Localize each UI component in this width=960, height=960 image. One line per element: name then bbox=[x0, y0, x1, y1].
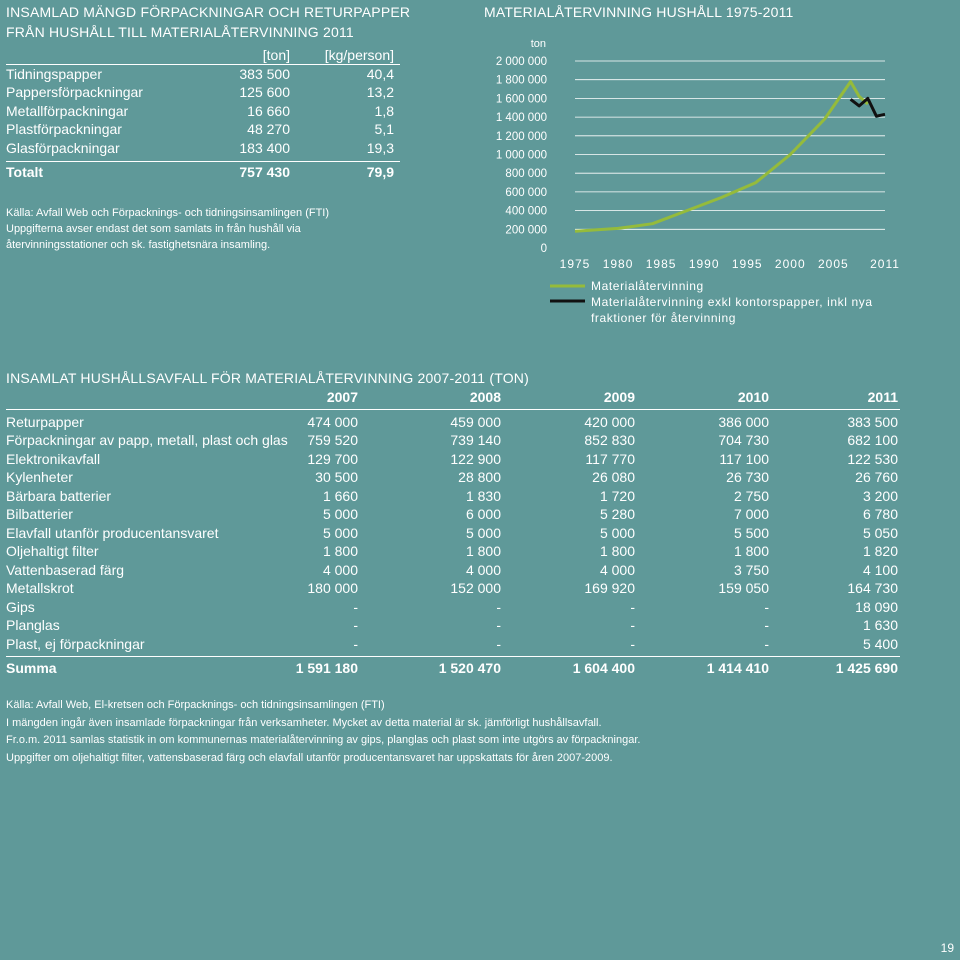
page-number: 19 bbox=[940, 941, 954, 955]
waste-cell: 5 050 bbox=[862, 524, 898, 541]
y-tick-label: 2 000 000 bbox=[495, 56, 547, 68]
waste-cell: 6 780 bbox=[862, 506, 898, 522]
waste-cell: 1 630 bbox=[862, 617, 898, 633]
waste-cell: 28 800 bbox=[458, 469, 501, 485]
summary-header-row bbox=[6, 46, 400, 65]
waste-cell: 18 090 bbox=[855, 598, 898, 615]
summary-title-line1: INSAMLAD MÄNGD FÖRPACKNINGAR OCH RETURPAPPER bbox=[6, 4, 411, 20]
summary-row bbox=[6, 65, 400, 84]
waste-cell: 1 800 bbox=[465, 543, 501, 559]
waste-row bbox=[6, 579, 900, 598]
summary-note-line1: Uppgifterna avser endast det som samlats in från hushåll via bbox=[6, 223, 301, 235]
waste-row-label: Metallskrot bbox=[6, 580, 74, 596]
summary-note-line2: återvinningsstationer och sk. fastighetsnära insamling. bbox=[6, 239, 271, 251]
summary-row-ton: 183 400 bbox=[239, 139, 290, 156]
waste-cell: - bbox=[496, 617, 501, 633]
waste-row-label: Vattenbaserad färg bbox=[6, 561, 125, 578]
waste-row-label: Planglas bbox=[6, 617, 60, 633]
waste-cell: 169 920 bbox=[584, 580, 635, 596]
summary-row-label: Metallförpackningar bbox=[6, 102, 129, 119]
waste-cell: 26 730 bbox=[726, 469, 769, 485]
waste-cell: 5 000 bbox=[322, 506, 358, 522]
series-line-exkl-kontorspapper bbox=[851, 98, 885, 116]
waste-cell: 1 820 bbox=[862, 543, 898, 559]
waste-cell: - bbox=[496, 635, 501, 652]
waste-cell: 383 500 bbox=[847, 413, 898, 430]
waste-cell: 5 400 bbox=[862, 635, 898, 652]
waste-cell: 474 000 bbox=[307, 413, 358, 430]
waste-cell: 26 760 bbox=[855, 469, 898, 485]
waste-cell: 5 280 bbox=[599, 506, 635, 522]
summary-row-kg: 1,8 bbox=[374, 102, 394, 119]
x-tick-label: 1980 bbox=[602, 257, 634, 271]
waste-row bbox=[6, 468, 900, 487]
waste-cell: 1 660 bbox=[322, 487, 358, 504]
col-kg-header: [kg/person] bbox=[324, 47, 394, 63]
waste-cell: - bbox=[764, 635, 769, 652]
summary-source: Källa: Avfall Web och Förpacknings- och tidningsinsamlingen (FTI) bbox=[6, 207, 330, 219]
waste-cell: 1 800 bbox=[733, 543, 769, 559]
waste-cell: 4 000 bbox=[322, 561, 358, 578]
year-header: 2007 bbox=[326, 389, 358, 405]
summary-row bbox=[6, 139, 400, 158]
waste-sum-cell: 1 604 400 bbox=[572, 660, 635, 676]
footnote: Uppgifter om oljehaltigt filter, vattensbaserad färg och elavfall utanför producentansvaret har uppskattats för åren 2007-2009. bbox=[6, 751, 613, 764]
waste-cell: - bbox=[353, 617, 358, 633]
summary-row-label: Plastförpackningar bbox=[6, 121, 122, 137]
waste-cell: 4 100 bbox=[862, 561, 898, 578]
waste-row-label: Kylenheter bbox=[6, 469, 73, 485]
waste-row-label: Returpapper bbox=[6, 413, 84, 430]
waste-cell: - bbox=[764, 598, 769, 615]
y-axis-unit-label: ton bbox=[530, 38, 546, 50]
waste-cell: 4 000 bbox=[599, 561, 635, 578]
waste-sum-divider bbox=[6, 656, 900, 657]
summary-row-kg: 19,3 bbox=[366, 139, 394, 156]
x-tick-label: 1975 bbox=[559, 257, 591, 271]
x-tick-label: 2005 bbox=[817, 257, 849, 271]
waste-cell: 459 000 bbox=[450, 413, 501, 430]
summary-total-kg: 79,9 bbox=[366, 164, 394, 180]
year-header: 2009 bbox=[603, 389, 635, 405]
summary-total-divider bbox=[6, 161, 400, 162]
summary-table bbox=[6, 46, 400, 182]
summary-row-label: Pappersförpackningar bbox=[6, 84, 143, 100]
waste-cell: 117 770 bbox=[585, 450, 635, 467]
waste-cell: 386 000 bbox=[718, 413, 769, 430]
summary-row-kg: 13,2 bbox=[366, 84, 394, 100]
x-tick-label: 2011 bbox=[870, 257, 900, 271]
waste-cell: 5 000 bbox=[465, 524, 501, 541]
waste-row bbox=[6, 561, 900, 580]
waste-cell: 117 100 bbox=[719, 450, 769, 467]
x-tick-label: 1995 bbox=[731, 257, 763, 271]
waste-cell: - bbox=[353, 635, 358, 652]
chart-title: MATERIALÅTERVINNING HUSHÅLL 1975-2011 bbox=[484, 4, 794, 20]
waste-cell: 122 530 bbox=[847, 450, 898, 467]
waste-row bbox=[6, 487, 900, 506]
waste-table bbox=[6, 388, 900, 678]
waste-cell: 704 730 bbox=[718, 432, 769, 448]
footnote: I mängden ingår även insamlade förpackningar från verksamheter. Mycket av detta material är sk. jämförligt hushållsavfall. bbox=[6, 716, 602, 729]
summary-row bbox=[6, 83, 400, 102]
waste-cell: - bbox=[630, 598, 635, 615]
waste-sum-row bbox=[6, 659, 900, 678]
waste-cell: 739 140 bbox=[450, 432, 501, 448]
waste-sum-label: Summa bbox=[6, 660, 57, 676]
waste-row bbox=[6, 616, 900, 635]
waste-row-label: Oljehaltigt filter bbox=[6, 543, 99, 559]
waste-cell: 26 080 bbox=[592, 469, 635, 485]
summary-row bbox=[6, 102, 400, 121]
y-tick-label: 1 600 000 bbox=[495, 93, 547, 106]
waste-cell: 1 830 bbox=[465, 487, 501, 504]
waste-sum-cell: 1 591 180 bbox=[295, 660, 358, 676]
summary-row-ton: 48 270 bbox=[247, 121, 290, 137]
summary-total-row bbox=[6, 163, 400, 182]
waste-sum-cell: 1 414 410 bbox=[706, 660, 769, 676]
summary-row-ton: 125 600 bbox=[239, 84, 290, 100]
summary-row-ton: 16 660 bbox=[247, 102, 290, 119]
waste-cell: - bbox=[630, 635, 635, 652]
waste-cell: - bbox=[764, 617, 769, 633]
waste-cell: 852 830 bbox=[584, 432, 635, 448]
waste-header-row bbox=[6, 388, 900, 407]
legend-label-green: Materialåtervinning bbox=[591, 279, 704, 293]
waste-row bbox=[6, 542, 900, 561]
summary-row-label: Glasförpackningar bbox=[6, 139, 120, 156]
waste-cell: 180 000 bbox=[307, 580, 358, 596]
col-ton-header: [ton] bbox=[262, 47, 290, 63]
waste-cell: 164 730 bbox=[847, 580, 898, 596]
y-tick-label: 200 000 bbox=[505, 224, 547, 237]
waste-row-label: Gips bbox=[6, 598, 35, 615]
waste-row-label: Bilbatterier bbox=[6, 506, 73, 522]
waste-cell: 7 000 bbox=[733, 506, 769, 522]
x-tick-label: 2000 bbox=[774, 257, 806, 271]
summary-total-label: Totalt bbox=[6, 164, 44, 180]
waste-row bbox=[6, 505, 900, 524]
x-tick-label: 1985 bbox=[645, 257, 677, 271]
waste-cell: 1 800 bbox=[322, 543, 358, 559]
summary-row-label: Tidningspapper bbox=[6, 65, 102, 82]
waste-row bbox=[6, 524, 900, 543]
waste-cell: 30 500 bbox=[315, 469, 358, 485]
waste-cell: 4 000 bbox=[465, 561, 501, 578]
recycling-line-chart bbox=[480, 30, 910, 330]
waste-header-divider bbox=[6, 409, 900, 410]
summary-row-kg: 5,1 bbox=[374, 121, 394, 137]
waste-cell: 682 100 bbox=[847, 432, 898, 448]
waste-cell: 152 000 bbox=[450, 580, 501, 596]
waste-cell: 420 000 bbox=[584, 413, 635, 430]
x-tick-label: 1990 bbox=[688, 257, 720, 271]
series-line-materialatervinning bbox=[575, 82, 868, 232]
legend-label-black-line1: Materialåtervinning exkl kontorspapper, inkl nya bbox=[591, 295, 873, 309]
year-header: 2010 bbox=[737, 389, 769, 405]
year-header: 2011 bbox=[867, 389, 898, 405]
y-tick-label: 0 bbox=[540, 243, 547, 255]
waste-cell: - bbox=[353, 598, 358, 615]
waste-row-label: Elavfall utanför producentansvaret bbox=[6, 524, 219, 541]
waste-sum-cell: 1 425 690 bbox=[835, 660, 898, 676]
waste-cell: 122 900 bbox=[450, 450, 501, 467]
y-tick-label: 1 800 000 bbox=[495, 74, 547, 87]
waste-cell: 159 050 bbox=[718, 580, 769, 596]
waste-cell: - bbox=[630, 617, 635, 633]
y-tick-label: 800 000 bbox=[505, 168, 547, 181]
year-header: 2008 bbox=[469, 389, 501, 405]
waste-cell: 5 500 bbox=[733, 524, 769, 541]
waste-cell: 759 520 bbox=[307, 432, 358, 448]
footnote: Fr.o.m. 2011 samlas statistik in om kommunernas materialåtervinning av gips, planglas och plast som inte utgörs av förpackningar. bbox=[6, 734, 641, 746]
footnotes bbox=[6, 697, 640, 767]
summary-total-ton: 757 430 bbox=[239, 164, 290, 180]
waste-cell: 5 000 bbox=[599, 524, 635, 541]
waste-cell: 3 750 bbox=[733, 561, 769, 578]
summary-row bbox=[6, 120, 400, 139]
summary-row-ton: 383 500 bbox=[239, 65, 290, 82]
waste-table-title: INSAMLAT HUSHÅLLSAVFALL FÖR MATERIALÅTERVINNING 2007-2011 (TON) bbox=[6, 370, 529, 386]
footnote: Källa: Avfall Web, El-kretsen och Förpacknings- och tidningsinsamlingen (FTI) bbox=[6, 699, 385, 711]
waste-row bbox=[6, 413, 900, 432]
waste-row bbox=[6, 635, 900, 654]
waste-cell: 1 800 bbox=[599, 543, 635, 559]
waste-row-label: Bärbara batterier bbox=[6, 487, 112, 504]
y-tick-label: 400 000 bbox=[505, 205, 547, 218]
waste-row-label: Förpackningar av papp, metall, plast och glas bbox=[6, 432, 288, 448]
waste-cell: - bbox=[496, 598, 501, 615]
legend-label-black-line2: fraktioner för återvinning bbox=[591, 311, 736, 325]
waste-sum-cell: 1 520 470 bbox=[438, 660, 501, 676]
y-tick-label: 1 400 000 bbox=[495, 112, 547, 125]
waste-row-label: Plast, ej förpackningar bbox=[6, 635, 145, 652]
waste-cell: 2 750 bbox=[733, 487, 769, 504]
summary-row-kg: 40,4 bbox=[366, 65, 394, 82]
waste-row bbox=[6, 431, 900, 450]
summary-title-line2: FRÅN HUSHÅLL TILL MATERIALÅTERVINNING 2011 bbox=[6, 24, 354, 40]
waste-row-label: Elektronikavfall bbox=[6, 450, 101, 467]
waste-row bbox=[6, 450, 900, 469]
waste-cell: 6 000 bbox=[465, 506, 501, 522]
waste-row bbox=[6, 598, 900, 617]
waste-cell: 1 720 bbox=[599, 487, 635, 504]
y-tick-label: 1 000 000 bbox=[495, 149, 547, 162]
y-tick-label: 600 000 bbox=[505, 186, 547, 199]
waste-cell: 129 700 bbox=[307, 450, 358, 467]
waste-cell: 5 000 bbox=[322, 524, 358, 541]
waste-cell: 3 200 bbox=[862, 487, 898, 504]
y-tick-label: 1 200 000 bbox=[495, 130, 547, 143]
